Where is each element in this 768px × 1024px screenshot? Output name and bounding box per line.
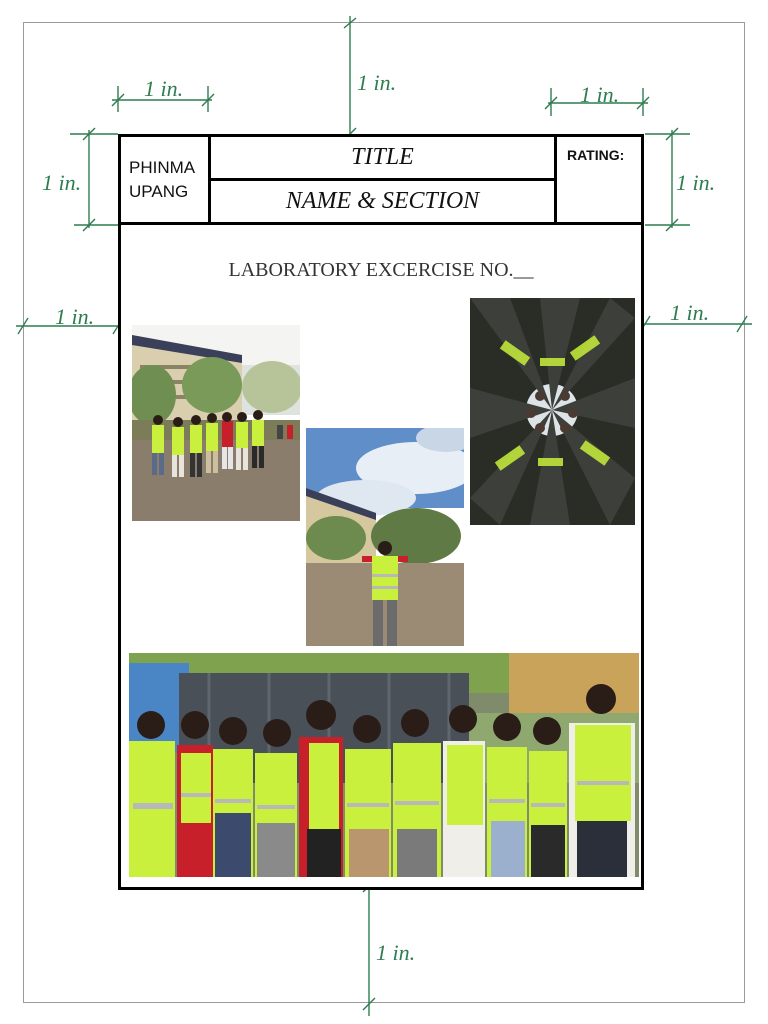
header-height-label: 1 in. <box>42 170 82 195</box>
rating-label: RATING: <box>567 147 625 163</box>
org-name-line1: PHINMA <box>129 157 196 177</box>
hands-circle-photo <box>470 298 635 525</box>
name-section-placeholder: NAME & SECTION <box>285 188 480 214</box>
group-photo <box>129 653 639 877</box>
header-title-cell <box>211 137 557 181</box>
right-margin-label: 1 in. <box>670 300 710 325</box>
left-margin-label: 1 in. <box>55 304 95 329</box>
header-rating-cell <box>557 137 641 225</box>
top-margin-label: 1 in. <box>357 70 397 95</box>
top-left-width-label: 1 in. <box>144 76 184 101</box>
lab-exercise-title: LABORATORY EXCERCISE NO.__ <box>228 259 534 281</box>
title-placeholder: TITLE <box>351 144 414 170</box>
campus-walk-photo <box>132 325 300 521</box>
header-name-cell <box>211 181 557 225</box>
single-student-photo <box>306 428 464 646</box>
bottom-margin-label: 1 in. <box>376 940 416 965</box>
top-right-width-label: 1 in. <box>580 82 620 107</box>
header-right-height-label: 1 in. <box>676 170 716 195</box>
document-box <box>118 134 644 890</box>
header-org-cell <box>121 137 211 225</box>
org-name-line2: UPANG <box>129 181 189 201</box>
